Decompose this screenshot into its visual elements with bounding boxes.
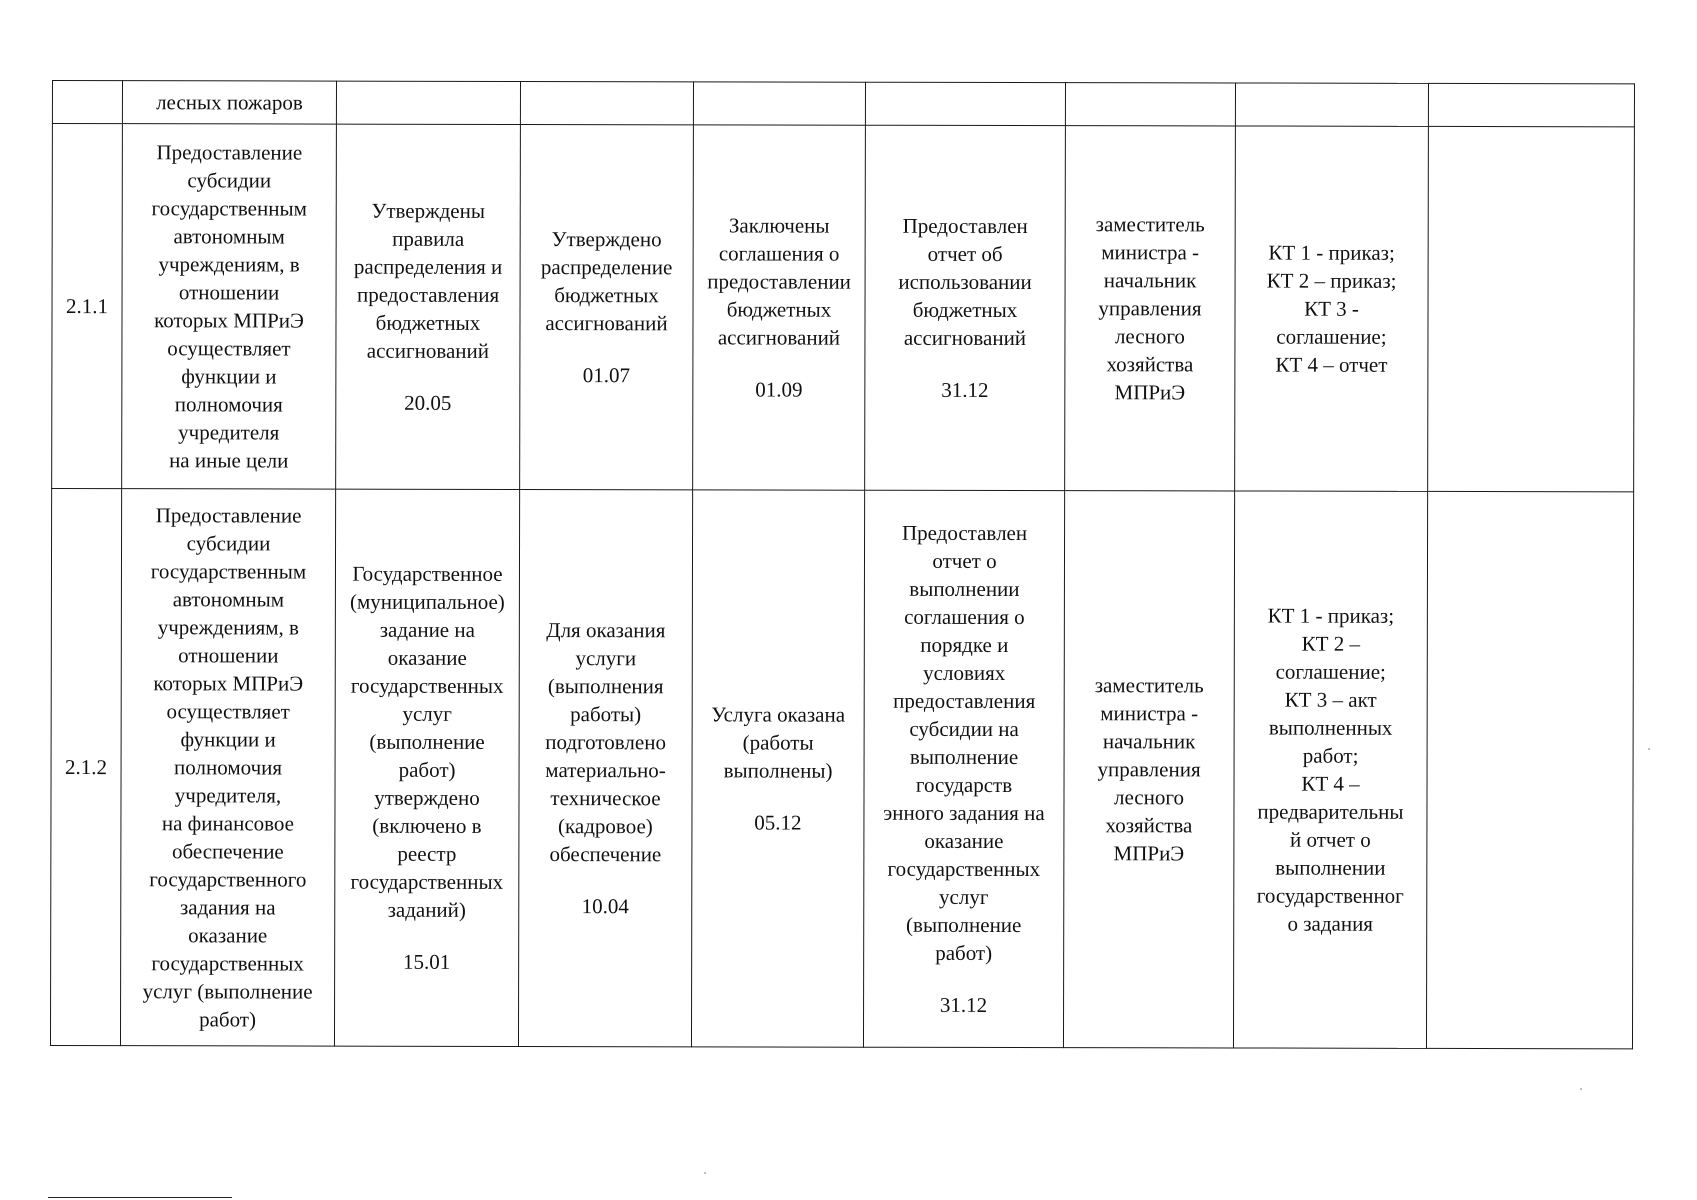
checkpoint-1-cell [334,489,519,1046]
responsible-cell [1065,83,1235,126]
activity-name-cell: Предоставление субсидии государственным автономным учреждениям, в отношении которых МПРиЭ осуществляет функции и полномочия учредителя, на финансовое обеспечение государственного задания на оказание государственных услуг (выполнение работ) [120,489,335,1046]
checkpoint-2-cell [520,81,693,124]
checkpoint-1-cell [336,124,521,489]
activity-name-cell: лесных пожаров [122,81,336,124]
checkpoint-date: 10.04 [581,894,629,919]
checkpoint-2-cell [520,124,694,489]
table-row [50,489,1633,1049]
checkpoint-date: 31.12 [941,377,989,402]
row-number-cell [52,81,122,124]
checkpoint-4-cell [865,82,1065,125]
checkpoint-text: Утверждены правила распределения и предоставления бюджетных ассигнований [353,198,503,363]
footnote-separator [48,1197,232,1198]
documents-cell: КТ 1 - приказ; КТ 2 – приказ; КТ 3 - соглашение; КТ 4 – отчет [1235,126,1429,491]
checkpoint-text: Утверждено распределение бюджетных ассигнований [540,227,673,336]
activity-name-cell: Предоставление субсидии государственным автономным учреждениям, в отношении которых МПРиЭ осуществляет функции и полномочия учредителя на иные цели [122,124,337,489]
checkpoint-3-cell [693,125,866,490]
checkpoint-4-cell [865,125,1066,490]
checkpoint-text: Для оказания услуги (выполнения работы) подготовлено материально- техническое (кадровое) обеспечение [545,618,666,867]
documents-cell [1235,83,1428,126]
checkpoint-1-cell [336,81,520,124]
note-cell [1428,126,1635,491]
checkpoint-2-cell [518,489,692,1046]
checkpoint-date: 20.05 [404,390,452,415]
row-number-cell: 2.1.2 [50,489,121,1046]
checkpoint-text: Заключены соглашения о предоставлении бюджетных ассигнований [707,213,851,350]
checkpoint-3-cell [691,490,864,1047]
checkpoint-date: 05.12 [754,810,802,835]
checkpoint-text: Государственное (муниципальное) задание на оказание государственных услуг (выполнение работ) утверждено (включено в реестр государственных заданий) [349,561,505,922]
note-cell [1426,491,1633,1048]
responsible-cell: заместитель министра - начальник управления лесного хозяйства МПРиЭ [1065,126,1236,491]
table-row-continuation [52,81,1634,127]
activity-plan-table [50,80,1635,1049]
checkpoint-date: 31.12 [939,992,988,1017]
checkpoint-text: Услуга оказана (работы выполнены) [711,702,846,783]
checkpoint-date: 15.01 [403,949,451,974]
checkpoint-4-cell [863,490,1064,1047]
documents-cell: КТ 1 - приказ; КТ 2 – соглашение; КТ 3 – акт выполненных работ; КТ 4 – предварительны й отчет о выполнении государственног о задания [1233,491,1427,1048]
checkpoint-text: Предоставлен отчет об использовании бюджетных ассигнований [898,213,1032,351]
note-cell [1428,83,1634,126]
scan-speck [704,1172,706,1174]
scan-speck [1580,1088,1582,1090]
row-number-cell: 2.1.1 [52,124,123,489]
checkpoint-text: Предоставлен отчет о выполнении соглашения о порядке и условиях предоставления субсидии на выполнение государств энного задания на оказание государственных услуг (выполнение работ) [883,520,1045,965]
table-row [52,124,1635,492]
responsible-cell: заместитель министра - начальник управления лесного хозяйства МПРиЭ [1063,491,1234,1048]
scan-speck [1648,748,1650,750]
checkpoint-date: 01.07 [582,363,631,388]
checkpoint-date: 01.09 [755,377,803,402]
checkpoint-3-cell [693,82,865,125]
